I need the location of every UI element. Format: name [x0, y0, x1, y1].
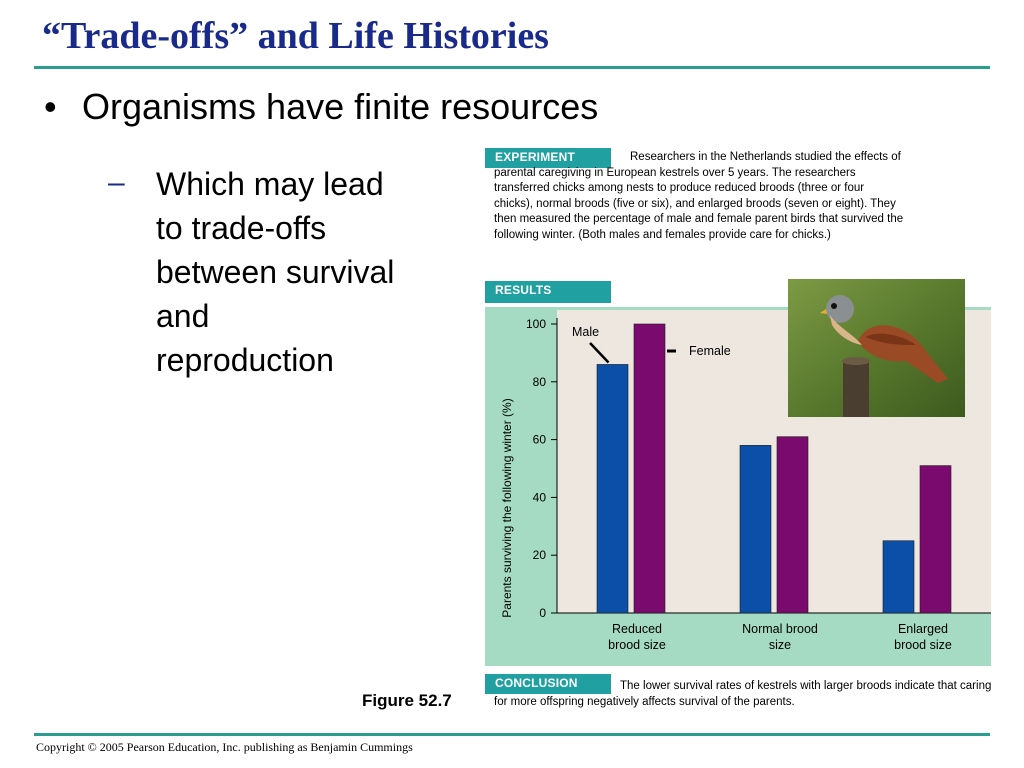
experiment-label: EXPERIMENT — [485, 148, 611, 168]
experiment-text: Researchers in the Netherlands studied the effects of parental caregiving in European kestrels over 5 years. The researchers transferred chicks among nests to produce reduced broods (three or four chicks), normal broods (five or six), and enlarged broods (seven or eight). They then measured the percentage of male and female parent birds that survived the following winter. (Both males and females provide care for chicks.) — [494, 151, 904, 241]
bar-female-3 — [920, 466, 951, 613]
sub-bullet-dash: – — [108, 166, 125, 199]
footer-divider — [34, 733, 990, 736]
bar-female-1 — [634, 324, 665, 613]
legend-female-label: Female — [689, 344, 731, 358]
x-category-label: brood size — [894, 638, 952, 652]
bullet-text: Organisms have finite resources — [82, 86, 599, 127]
legend-male-label: Male — [572, 325, 600, 339]
copyright-text: Copyright © 2005 Pearson Education, Inc. publishing as Benjamin Cummings — [36, 740, 413, 754]
conclusion-text: The lower survival rates of kestrels with larger broods indicate that caring for more offspring negatively affects survival of the parents. — [494, 680, 992, 708]
x-category-label: Normal brood — [742, 622, 818, 636]
x-category-label: brood size — [608, 638, 666, 652]
y-tick-label-60: 60 — [532, 432, 546, 447]
bar-male-3 — [883, 541, 914, 613]
sub-bullet-text: Which may lead to trade-offs between survival and reproduction — [156, 166, 395, 378]
x-category-label: Enlarged — [897, 622, 949, 636]
y-tick-label-0: 0 — [539, 606, 546, 620]
figure-label: Figure 52.7 — [362, 691, 452, 710]
y-axis-label: Parents surviving the following winter (%) — [500, 398, 514, 618]
bar-female-2 — [777, 437, 808, 613]
y-tick-label-40: 40 — [532, 490, 546, 505]
bar-male-2 — [740, 445, 771, 613]
conclusion-label: CONCLUSION — [485, 674, 611, 694]
bar-male-1 — [597, 364, 628, 613]
x-category-label: size — [768, 638, 792, 652]
bullet-dot-icon: • — [44, 86, 57, 127]
y-tick-label-80: 80 — [532, 374, 546, 389]
slide-title: “Trade-offs” and Life Histories — [42, 15, 549, 57]
y-tick-label-20: 20 — [532, 548, 546, 563]
y-tick-label-100: 100 — [525, 317, 546, 331]
x-category-label: Reduced — [611, 622, 663, 636]
legend-male-pointer — [590, 343, 609, 362]
results-label: RESULTS — [485, 281, 611, 303]
